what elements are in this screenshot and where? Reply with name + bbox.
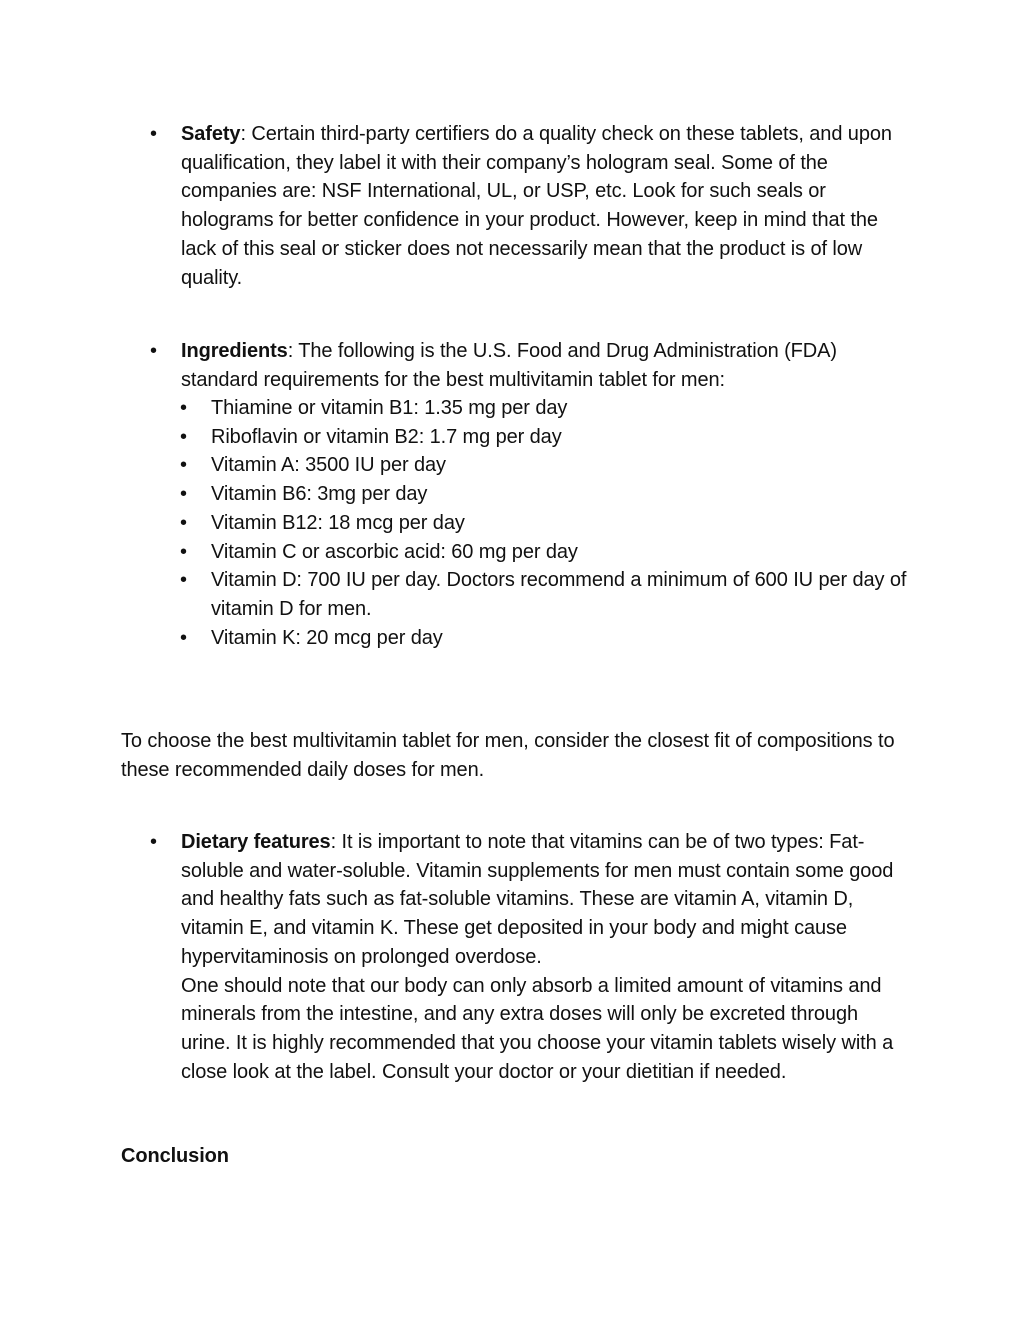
bullet-marker: •	[180, 454, 187, 477]
ingredient-text: Vitamin K: 20 mcg per day	[211, 626, 443, 649]
list-item	[180, 538, 911, 567]
list-item	[180, 423, 911, 452]
bullet-marker: •	[150, 340, 158, 362]
choose-paragraph	[121, 727, 911, 784]
bullet-marker: •	[150, 831, 158, 853]
list-item	[180, 624, 911, 653]
choose-paragraph-text: To choose the best multivitamin tablet for men, consider the closest fit of compositions to these recommended daily doses for men.	[121, 730, 895, 781]
list-item	[180, 480, 911, 509]
safety-text: : Certain third-party certifiers do a quality check on these tablets, and upon qualification, they label it with their company’s hologram seal. Some of the companies are: NSF International, UL, or USP, etc. Look for such seals or holograms for better confidence in your product. However, keep in mind that the lack of this seal or sticker does not necessarily mean that the product is of low quality.	[181, 123, 892, 289]
ingredients-text: : The following is the U.S. Food and Drug Administration (FDA) standard requirements for the best multivitamin tablet for men:	[181, 340, 837, 391]
list-item	[180, 394, 911, 423]
bullet-marker: •	[180, 425, 187, 448]
ingredient-text: Vitamin A: 3500 IU per day	[211, 454, 446, 477]
ingredient-text: Vitamin C or ascorbic acid: 60 mg per day	[211, 540, 578, 563]
ingredient-text: Vitamin D: 700 IU per day. Doctors recommend a minimum of 600 IU per day of vitamin D for men.	[211, 569, 907, 620]
bullet-marker: •	[180, 511, 187, 534]
bullet-marker: •	[180, 540, 187, 563]
list-item	[180, 451, 911, 480]
dietary-text-2: One should note that our body can only absorb a limited amount of vitamins and minerals from the intestine, and any extra doses will only be excreted through urine. It is highly recommended that you choose your vitamin tablets wisely with a close look at the label. Consult your doctor or your dietitian if needed.	[181, 974, 894, 1083]
dietary-text: : It is important to note that vitamins can be of two types: Fat-soluble and water-soluble. Vitamin supplements for men must contain some good and healthy fats such as fat-soluble vitamins. These are vitamin A, vitamin D, vitamin E, and vitamin K. These get deposited in your body and might cause hypervitaminosis on prolonged overdose.	[181, 831, 894, 968]
dietary-label: Dietary features	[181, 831, 331, 853]
bullet-marker: •	[180, 483, 187, 506]
ingredient-text: Riboflavin or vitamin B2: 1.7 mg per day	[211, 425, 562, 448]
bullet-marker: •	[150, 123, 158, 145]
ingredients-list	[180, 394, 911, 652]
bullet-marker: •	[180, 626, 187, 649]
safety-label: Safety	[181, 123, 241, 145]
dietary-bullet	[181, 828, 911, 1086]
ingredient-text: Thiamine or vitamin B1: 1.35 mg per day	[211, 397, 568, 419]
bullet-marker: •	[180, 569, 187, 592]
bullet-marker: •	[180, 397, 187, 419]
ingredient-text: Vitamin B12: 18 mcg per day	[211, 511, 465, 534]
list-item	[180, 509, 911, 538]
ingredient-text: Vitamin B6: 3mg per day	[211, 483, 428, 506]
conclusion-heading: Conclusion	[121, 1145, 229, 1167]
list-item	[180, 566, 911, 623]
safety-bullet	[181, 120, 911, 292]
ingredients-bullet	[181, 337, 911, 394]
ingredients-label: Ingredients	[181, 340, 288, 362]
